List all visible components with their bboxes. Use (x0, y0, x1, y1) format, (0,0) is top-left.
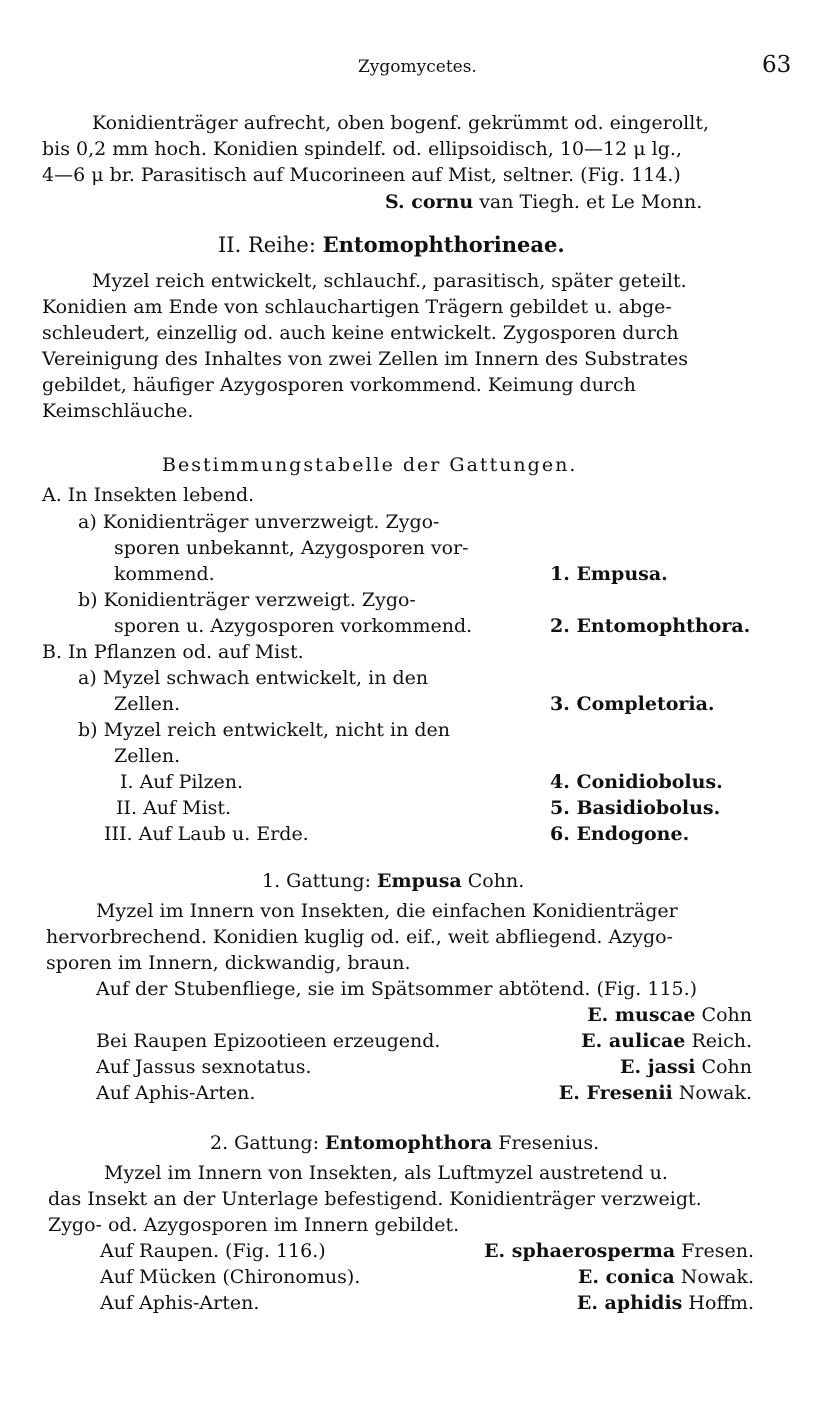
text-line: Zygo- od. Azygosporen im Innern gebildet. (48, 1214, 460, 1236)
text-line: Myzel reich entwickelt, schlauchf., parasitisch, später geteilt. (92, 270, 687, 292)
species-author: Nowak. (674, 1266, 754, 1288)
species-line (587, 1002, 752, 1028)
species-name: E. muscae (587, 1004, 696, 1026)
key-result: 3. Completoria. (550, 693, 715, 715)
genus-author: Cohn. (461, 870, 525, 892)
text-line: gebildet, häufiger Azygosporen vorkommend. Keimung durch (42, 374, 636, 396)
species-line (559, 1080, 752, 1106)
key-line: kommend. (114, 563, 215, 585)
species-line (578, 1264, 754, 1290)
host-text: Auf Aphis-Arten. (100, 1292, 260, 1314)
species-line (620, 1054, 752, 1080)
key-line: sporen unbekannt, Azygosporen vor- (114, 537, 469, 559)
key-line: a) Myzel schwach entwickelt, in den (78, 667, 429, 689)
genus-heading (262, 868, 524, 894)
host-text: Auf Jassus sexnotatus. (96, 1056, 312, 1078)
key-result: 4. Conidiobolus. (550, 771, 723, 793)
genus-label: 1. Gattung: (262, 870, 378, 892)
host-text: Auf Mücken (Chironomus). (100, 1266, 361, 1288)
host-text: Auf Aphis-Arten. (96, 1082, 256, 1104)
key-result: 5. Basidiobolus. (550, 797, 721, 819)
text-line: sporen im Innern, dickwandig, braun. (46, 952, 411, 974)
text-line: Auf der Stubenfliege, sie im Spätsommer abtötend. (Fig. 115.) (96, 978, 698, 1000)
species-author: Reich. (685, 1030, 752, 1052)
species-line (385, 189, 702, 215)
species-author: Hoffm. (682, 1292, 754, 1314)
key-line: a) Konidienträger unverzweigt. Zygo- (78, 511, 440, 533)
key-line: Zellen. (114, 745, 181, 767)
key-line: I. Auf Pilzen. (120, 771, 244, 793)
host-text: Auf Raupen. (Fig. 116.) (100, 1240, 326, 1262)
text-line: Vereinigung des Inhaltes von zwei Zellen im Innern des Substrates (42, 348, 688, 370)
key-line: III. Auf Laub u. Erde. (104, 823, 309, 845)
genus-name: Entomophthora (325, 1132, 493, 1154)
species-line (484, 1238, 754, 1264)
genus-name: Empusa (377, 870, 462, 892)
species-line (581, 1028, 752, 1054)
species-name: E. sphaerosperma (484, 1240, 676, 1262)
key-result: 2. Entomophthora. (550, 615, 751, 637)
running-header: Zygomycetes. (358, 57, 477, 77)
series-label: II. Reihe: (218, 233, 323, 257)
species-author: Nowak. (672, 1082, 752, 1104)
series-heading (218, 232, 565, 258)
key-line: A. In Insekten lebend. (42, 484, 255, 506)
species-name: S. cornu (385, 191, 474, 213)
genus-author: Fresenius. (492, 1132, 600, 1154)
key-result: 6. Endogone. (550, 823, 690, 845)
key-line: B. In Pflanzen od. auf Mist. (42, 641, 304, 663)
text-line: Konidienträger aufrecht, oben bogenf. gekrümmt od. eingerollt, (92, 112, 709, 134)
species-author: Cohn (695, 1056, 752, 1078)
species-author: van Tiegh. et Le Monn. (473, 191, 703, 213)
species-name: E. jassi (619, 1056, 696, 1078)
key-line: II. Auf Mist. (116, 797, 232, 819)
species-line (577, 1290, 754, 1316)
text-line: schleudert, einzellig od. auch keine entwickelt. Zygosporen durch (42, 322, 679, 344)
page-number: 63 (762, 52, 792, 78)
key-line: Zellen. (114, 693, 181, 715)
key-title: Bestimmungstabelle der Gattungen. (162, 454, 578, 476)
genus-label: 2. Gattung: (210, 1132, 326, 1154)
text-line: 4—6 μ br. Parasitisch auf Mucorineen auf Mist, seltner. (Fig. 114.) (42, 164, 681, 186)
host-text: Bei Raupen Epizootieen erzeugend. (96, 1030, 441, 1052)
text-line: Myzel im Innern von Insekten, die einfachen Konidienträger (96, 900, 678, 922)
text-line: bis 0,2 mm hoch. Konidien spindelf. od. ellipsoidisch, 10—12 μ lg., (42, 138, 682, 160)
text-line: das Insekt an der Unterlage befestigend. Konidienträger verzweigt. (48, 1188, 702, 1210)
species-author: Fresen. (675, 1240, 754, 1262)
species-author: Cohn (695, 1004, 752, 1026)
key-line: b) Myzel reich entwickelt, nicht in den (78, 719, 451, 741)
text-line: Myzel im Innern von Insekten, als Luftmyzel austretend u. (104, 1162, 668, 1184)
species-name: E. aulicae (581, 1030, 686, 1052)
species-name: E. aphidis (576, 1292, 683, 1314)
key-line: b) Konidienträger verzweigt. Zygo- (78, 589, 416, 611)
text-line: hervorbrechend. Konidien kuglig od. eif., weit abfliegend. Azygo- (46, 926, 673, 948)
text-line: Konidien am Ende von schlauchartigen Trägern gebildet u. abge- (42, 296, 672, 318)
genus-heading (210, 1130, 599, 1156)
key-result: 1. Empusa. (550, 563, 668, 585)
species-name: E. conica (577, 1266, 675, 1288)
text-line: Keimschläuche. (42, 400, 194, 422)
key-line: sporen u. Azygosporen vorkommend. (114, 615, 473, 637)
species-name: E. Fresenii (558, 1082, 673, 1104)
series-name: Entomophthorineae. (322, 232, 565, 257)
